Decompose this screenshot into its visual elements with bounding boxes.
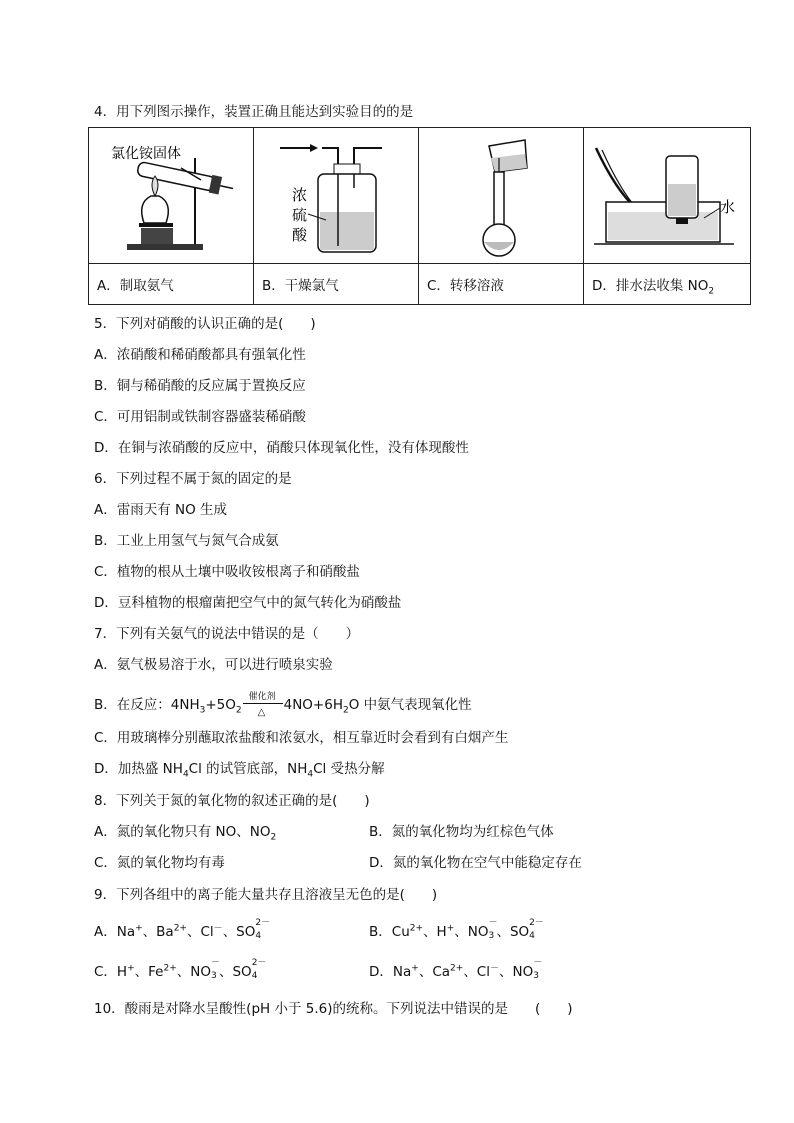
caption-d: D．排水法收集 $NO_2$ xyxy=(584,264,751,305)
gas-washing-bottle-figure xyxy=(254,128,418,263)
figure-c-cell xyxy=(419,128,584,264)
q9-option-d[interactable]: D．Na+、$Ca^{2+}$、Cl－、NO － 3 xyxy=(369,958,543,981)
q6-option-a[interactable]: A．雷雨天有 NO 生成 xyxy=(94,502,228,518)
caption-b: B．干燥氯气 xyxy=(254,264,419,305)
q6-stem: 6．下列过程不属于氮的固定的是 xyxy=(94,471,292,487)
caption-c: C．转移溶液 xyxy=(419,264,584,305)
caption-a: A．制取氨气 xyxy=(89,264,254,305)
figure-b-cell xyxy=(254,128,419,264)
figure-d-cell xyxy=(584,128,751,264)
q5-stem: 5．下列对硝酸的认识正确的是( ) xyxy=(94,316,316,332)
q8-option-a[interactable]: A．氮的氧化物只有 NO、$NO_2$ xyxy=(94,824,277,843)
reaction-condition: 催化剂 △ xyxy=(243,692,283,718)
figure-a-cell xyxy=(89,128,254,264)
q6-option-c[interactable]: C．植物的根从土壤中吸收铵根离子和硝酸盐 xyxy=(94,564,360,580)
water-collection-figure xyxy=(584,128,750,263)
q5-option-d[interactable]: D．在铜与浓硝酸的反应中，硝酸只体现氧化性，没有体现酸性 xyxy=(94,440,469,456)
q8-option-d[interactable]: D．氮的氧化物在空气中能稳定存在 xyxy=(369,855,582,871)
figure-d-label: 水 xyxy=(720,198,736,216)
q8-stem: 8．下列关于氮的氧化物的叙述正确的是( ) xyxy=(94,793,370,809)
volumetric-flask-figure xyxy=(419,128,583,263)
ammonia-apparatus-figure xyxy=(89,128,253,263)
figure-b-label-1: 浓 xyxy=(292,186,308,204)
figure-b-label-3: 酸 xyxy=(292,226,308,244)
q9-stem: 9．下列各组中的离子能大量共存且溶液呈无色的是( ) xyxy=(94,887,438,903)
q8-option-c[interactable]: C．氮的氧化物均有毒 xyxy=(94,855,225,871)
q9-option-b[interactable]: B．$Cu^{2+}$、H+、NO － 3 、SO 2－ 4 xyxy=(369,918,544,941)
q7-stem: 7．下列有关氨气的说法中错误的是（ ） xyxy=(94,626,360,642)
q8-option-b[interactable]: B．氮的氧化物均为红棕色气体 xyxy=(369,824,554,840)
q4-stem: 4．用下列图示操作，装置正确且能达到实验目的的是 xyxy=(94,104,414,120)
q5-option-c[interactable]: C．可用铝制或铁制容器盛装稀硝酸 xyxy=(94,409,306,425)
q7-option-a[interactable]: A．氨气极易溶于水，可以进行喷泉实验 xyxy=(94,657,333,673)
q7-option-d[interactable]: D．加热盛 $NH_4Cl$ 的试管底部，$NH_4Cl$ 受热分解 xyxy=(94,761,385,780)
q10-stem: 10．酸雨是对降水呈酸性(pH 小于 5.6)的统称。下列说法中错误的是 ( ) xyxy=(94,1001,573,1017)
figure-b-label-2: 硫 xyxy=(292,206,308,224)
q6-option-d[interactable]: D．豆科植物的根瘤菌把空气中的氮气转化为硝酸盐 xyxy=(94,595,402,611)
q5-option-b[interactable]: B．铜与稀硝酸的反应属于置换反应 xyxy=(94,378,306,394)
q7-option-c[interactable]: C．用玻璃棒分别蘸取浓盐酸和浓氨水，相互靠近时会看到有白烟产生 xyxy=(94,730,509,746)
q5-option-a[interactable]: A．浓硝酸和稀硝酸都具有强氧化性 xyxy=(94,347,306,363)
q9-option-a[interactable]: A．Na+、$Ba^{2+}$、Cl－、SO 2－ 4 xyxy=(94,918,271,941)
figure-a-label: 氯化铵固体 xyxy=(111,146,181,162)
q6-option-b[interactable]: B．工业上用氢气与氮气合成氨 xyxy=(94,533,279,549)
q9-option-c[interactable]: C．H+、$Fe^{2+}$、NO － 3 、SO 2－ 4 xyxy=(94,958,267,981)
q4-figure-table xyxy=(88,127,751,305)
q7-option-b[interactable]: B．在反应：$4NH_3+5O_2$ 催化剂 △ $4NO+6H_2O$ 中氨气表现氧化性 xyxy=(94,692,472,718)
